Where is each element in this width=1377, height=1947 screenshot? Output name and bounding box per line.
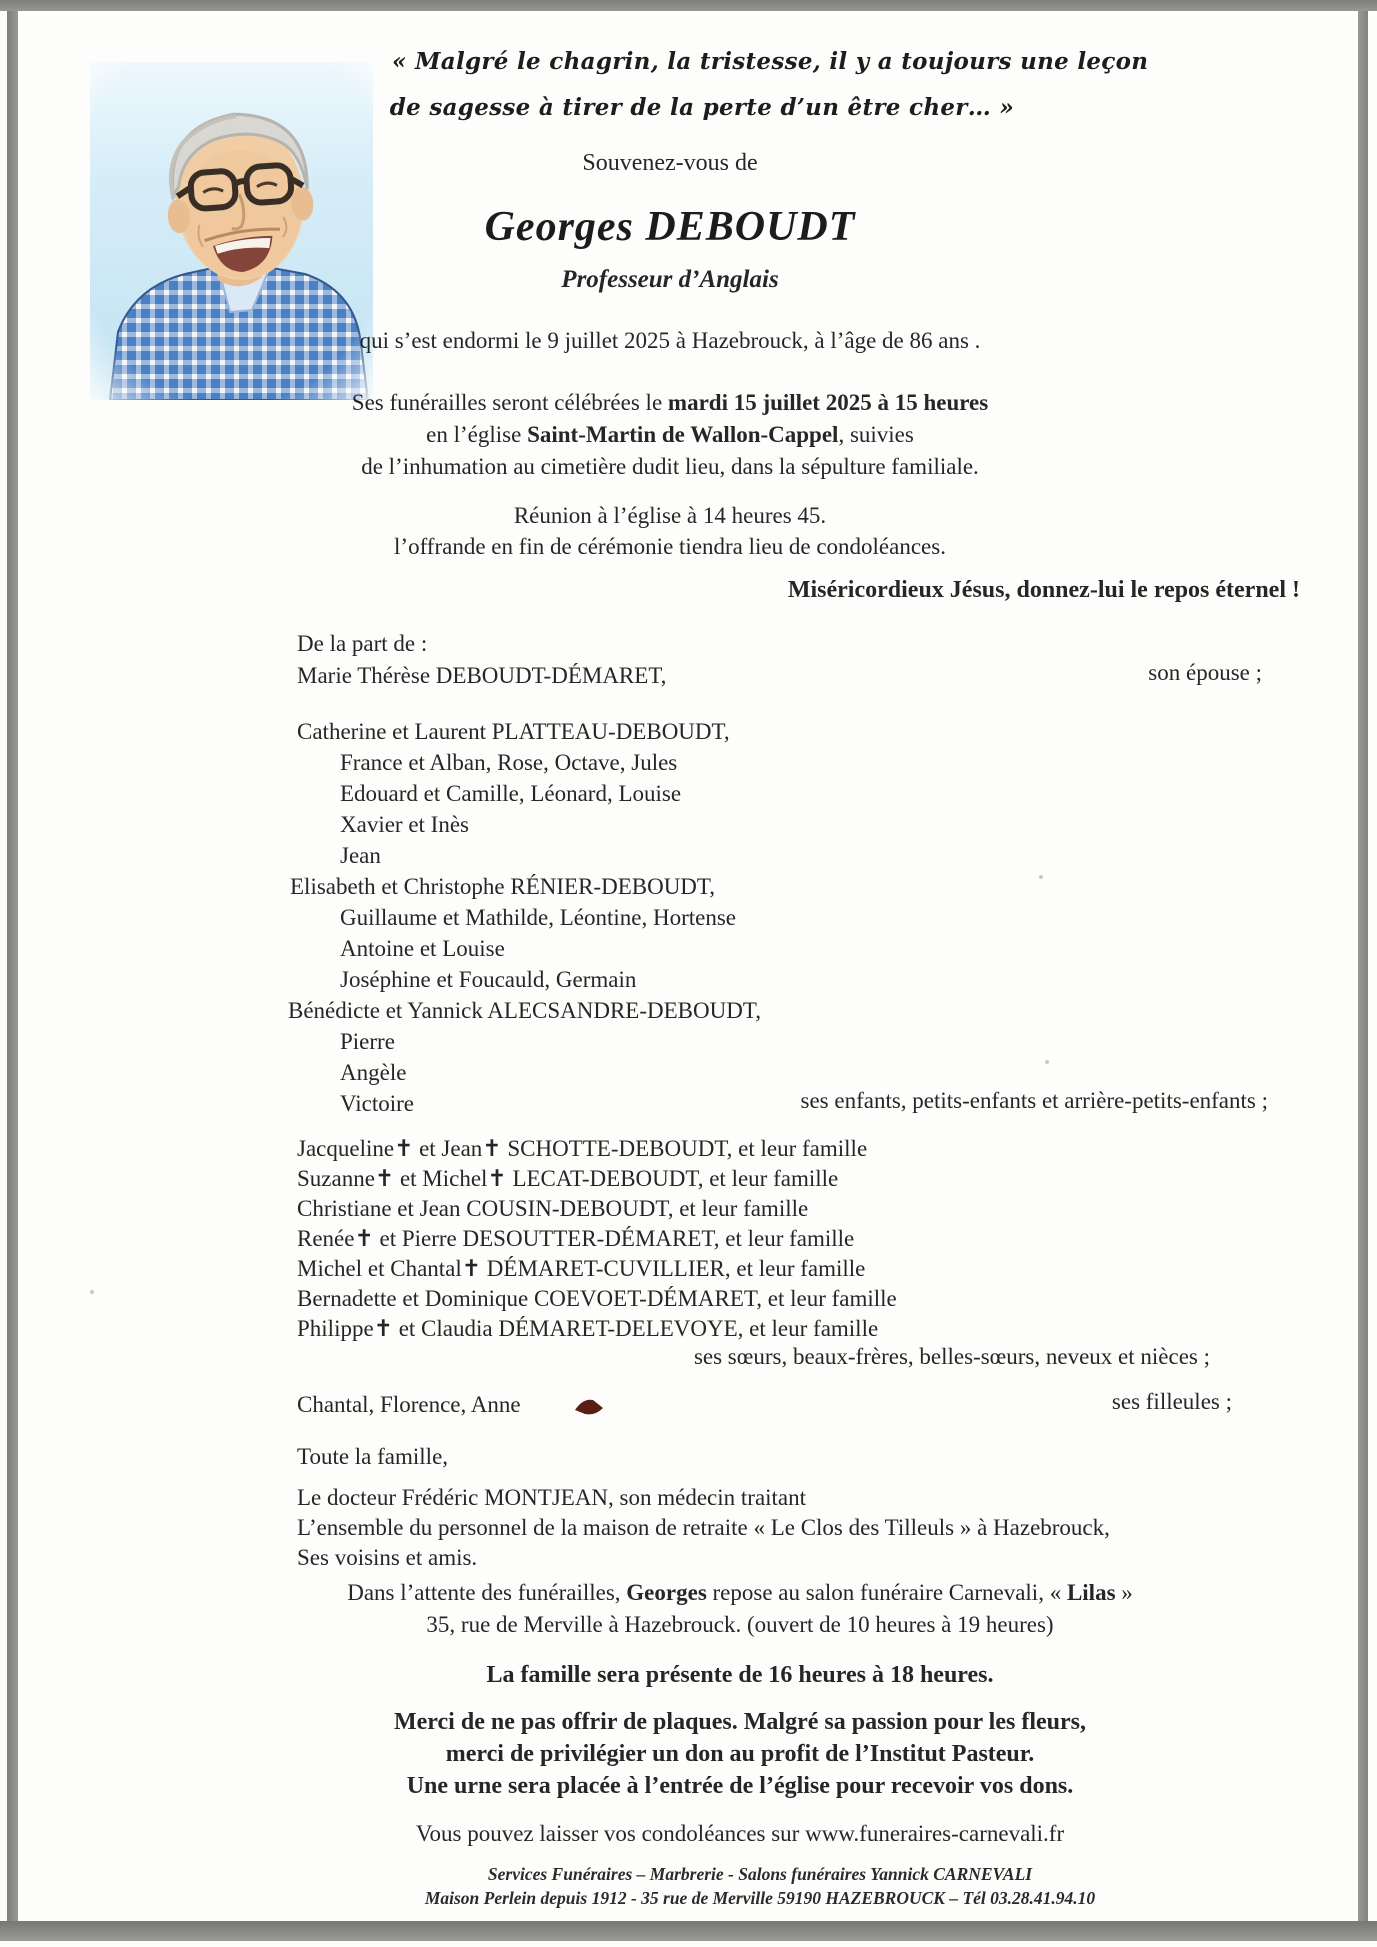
children-role: ses enfants, petits-enfants et arrière-petits-enfants ; — [800, 1088, 1268, 1113]
family-line: Angèle — [340, 1060, 407, 1085]
family-line: France et Alban, Rose, Octave, Jules — [340, 750, 678, 775]
goddaughters-line: Chantal, Florence, Anne — [297, 1392, 521, 1417]
scan-frame-top — [0, 0, 1377, 11]
viewing-line-2: 35, rue de Merville à Hazebrouck. (ouvert de 10 heures à 19 heures) — [426, 1612, 1054, 1637]
church-pre: en l’église — [426, 422, 528, 447]
prayer-line: Miséricordieux Jésus, donnez-lui le repos éternel ! — [787, 577, 1300, 603]
other-line: Ses voisins et amis. — [297, 1545, 478, 1570]
death-line: qui s’est endormi le 9 juillet 2025 à Hazebrouck, à l’âge de 86 ans . — [359, 328, 981, 353]
family-line: Antoine et Louise — [340, 936, 505, 961]
spouse-name: Marie Thérèse DEBOUDT-DÉMARET, — [297, 663, 667, 688]
funeral-line-2 — [255, 422, 1085, 448]
donation-line-3: Une urne sera placée à l’entrée de l’église pour recevoir vos dons. — [406, 1773, 1074, 1799]
sibling-line: Bernadette et Dominique COEVOET-DÉMARET, et leur famille — [297, 1286, 897, 1311]
funeral-line-1 — [255, 390, 1085, 416]
siblings-role: ses sœurs, beaux-frères, belles-sœurs, neveux et nièces ; — [693, 1344, 1210, 1369]
presence-line: La famille sera présente de 16 heures à 18 heures. — [486, 1662, 994, 1688]
other-line: L’ensemble du personnel de la maison de retraite « Le Clos des Tilleuls » à Hazebrouck, — [297, 1515, 1110, 1540]
offering-line: l’offrande en fin de cérémonie tiendra lieu de condoléances. — [394, 534, 946, 559]
other-line: Le docteur Frédéric MONTJEAN, son médecin traitant — [297, 1485, 807, 1510]
viewing-pre: Dans l’attente des funérailles, — [347, 1580, 627, 1605]
sibling-line: Suzanne✝ et Michel✝ LECAT-DEBOUDT, et leur famille — [297, 1166, 839, 1191]
whole-family-line: Toute la famille, — [297, 1444, 449, 1469]
scan-speck — [1045, 1060, 1049, 1064]
family-line: Xavier et Inès — [340, 812, 469, 837]
ink-smudge — [573, 1396, 605, 1416]
scan-frame-left — [7, 11, 18, 1921]
viewing-line-1 — [295, 1580, 1185, 1606]
intro-line: Souvenez-vous de — [582, 150, 758, 176]
viewing-post: » — [1115, 1580, 1133, 1605]
funeral-pre: Ses funérailles seront célébrées le — [351, 390, 668, 415]
family-line: Joséphine et Foucauld, Germain — [340, 967, 637, 992]
sibling-line: Christiane et Jean COUSIN-DEBOUDT, et leur famille — [297, 1196, 809, 1221]
condolences-line: Vous pouvez laisser vos condoléances sur www.funeraires-carnevali.fr — [415, 1821, 1065, 1846]
family-line: Jean — [340, 843, 381, 868]
scan-speck — [1039, 875, 1043, 879]
donation-line-1: Merci de ne pas offrir de plaques. Malgré sa passion pour les fleurs, — [394, 1709, 1086, 1735]
deceased-name: Georges DEBOUDT — [484, 204, 856, 250]
sibling-line: Michel et Chantal✝ DÉMARET-CUVILLIER, et leur famille — [297, 1256, 866, 1281]
footer-line-2: Maison Perlein depuis 1912 - 35 rue de Merville 59190 HAZEBROUCK – Tél 03.28.41.94.10 — [424, 1888, 1096, 1908]
church-name: Saint-Martin de Wallon-Cappel — [527, 422, 839, 447]
quote-line-1: « Malgré le chagrin, la tristesse, il y a toujours une leçon — [392, 48, 1149, 75]
sibling-line: Jacqueline✝ et Jean✝ SCHOTTE-DEBOUDT, et leur famille — [297, 1136, 868, 1161]
goddaughters-role: ses filleules ; — [1111, 1389, 1232, 1414]
family-line: Elisabeth et Christophe RÉNIER-DEBOUDT, — [290, 874, 716, 899]
family-intro: De la part de : — [297, 631, 428, 656]
scan-speck — [90, 1290, 94, 1294]
sibling-line: Renée✝ et Pierre DESOUTTER-DÉMARET, et leur famille — [297, 1226, 855, 1251]
family-line: Guillaume et Mathilde, Léontine, Hortense — [340, 905, 736, 930]
scan-frame-right — [1358, 11, 1368, 1921]
family-line: Edouard et Camille, Léonard, Louise — [340, 781, 682, 806]
funeral-line-3: de l’inhumation au cimetière dudit lieu, dans la sépulture familiale. — [361, 454, 979, 479]
viewing-salon: Lilas — [1066, 1580, 1116, 1605]
viewing-mid: repose au salon funéraire Carnevali, « — [706, 1580, 1067, 1605]
scan-frame-bottom — [0, 1921, 1377, 1941]
family-line: Catherine et Laurent PLATTEAU-DEBOUDT, — [297, 719, 730, 744]
spouse-role: son épouse ; — [1148, 660, 1262, 685]
quote-line-2: de sagesse à tirer de la perte d’un être cher… » — [389, 94, 1014, 121]
footer-line-1: Services Funéraires – Marbrerie - Salons funéraires Yannick CARNEVALI — [487, 1864, 1033, 1884]
family-line: Bénédicte et Yannick ALECSANDRE-DEBOUDT, — [288, 998, 761, 1023]
deceased-title: Professeur d’Anglais — [561, 266, 779, 293]
family-line: Victoire — [340, 1091, 414, 1116]
sibling-line: Philippe✝ et Claudia DÉMARET-DELEVOYE, et leur famille — [297, 1316, 879, 1341]
church-post: , suivies — [838, 422, 914, 447]
meeting-line: Réunion à l’église à 14 heures 45. — [513, 503, 827, 528]
family-line: Pierre — [340, 1029, 395, 1054]
funeral-date: mardi 15 juillet 2025 à 15 heures — [667, 390, 989, 415]
donation-line-2: merci de privilégier un don au profit de l’Institut Pasteur. — [445, 1741, 1035, 1767]
viewing-name: Georges — [626, 1580, 707, 1605]
